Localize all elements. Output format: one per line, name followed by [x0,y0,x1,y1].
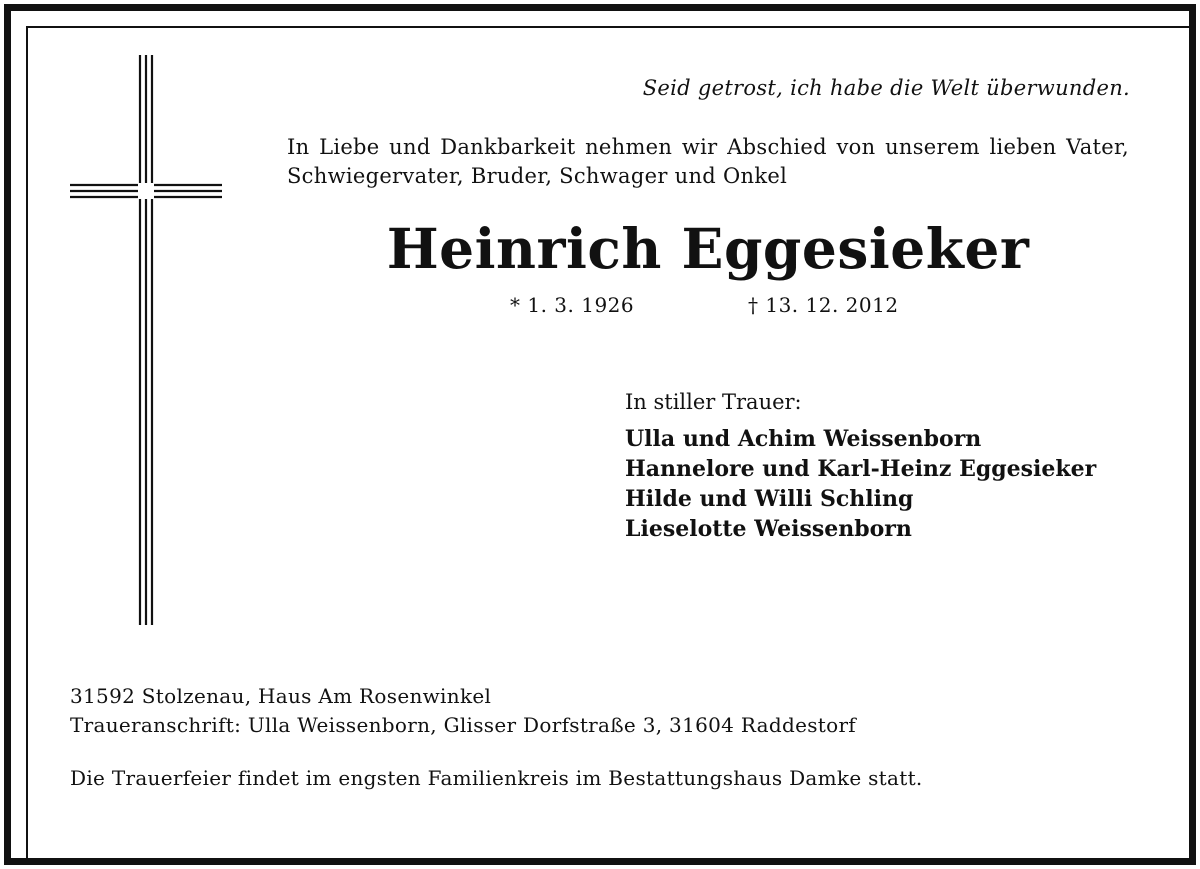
mourning-label: In stiller Trauer: [625,390,802,414]
mourner-name: Hannelore und Karl-Heinz Eggesieker [625,456,1097,482]
mourner-name: Ulla und Achim Weissenborn [625,426,982,452]
ceremony-note: Die Trauerfeier findet im engsten Familienkreis im Bestattungshaus Damke statt. [70,766,923,790]
birth-date: * 1. 3. 1926 [510,293,635,317]
mourners-list [625,424,1096,544]
intro-text: In Liebe und Dankbarkeit nehmen wir Abschied von unserem lieben Vater, Schwiegervater, Bruder, Schwager und Onkel [287,135,1129,188]
motto-quote: Seid getrost, ich habe die Welt überwunden. [642,76,1130,100]
mourner-name: Lieselotte Weissenborn [625,516,912,542]
address-line: 31592 Stolzenau, Haus Am Rosenwinkel [70,684,492,708]
mourner-name: Hilde und Willi Schling [625,486,914,512]
cross-icon [0,0,240,640]
deceased-name: Heinrich Eggesieker [386,216,1030,281]
mourning-address: Traueranschrift: Ulla Weissenborn, Glisser Dorfstraße 3, 31604 Raddestorf [70,713,857,737]
death-date: † 13. 12. 2012 [748,293,899,317]
